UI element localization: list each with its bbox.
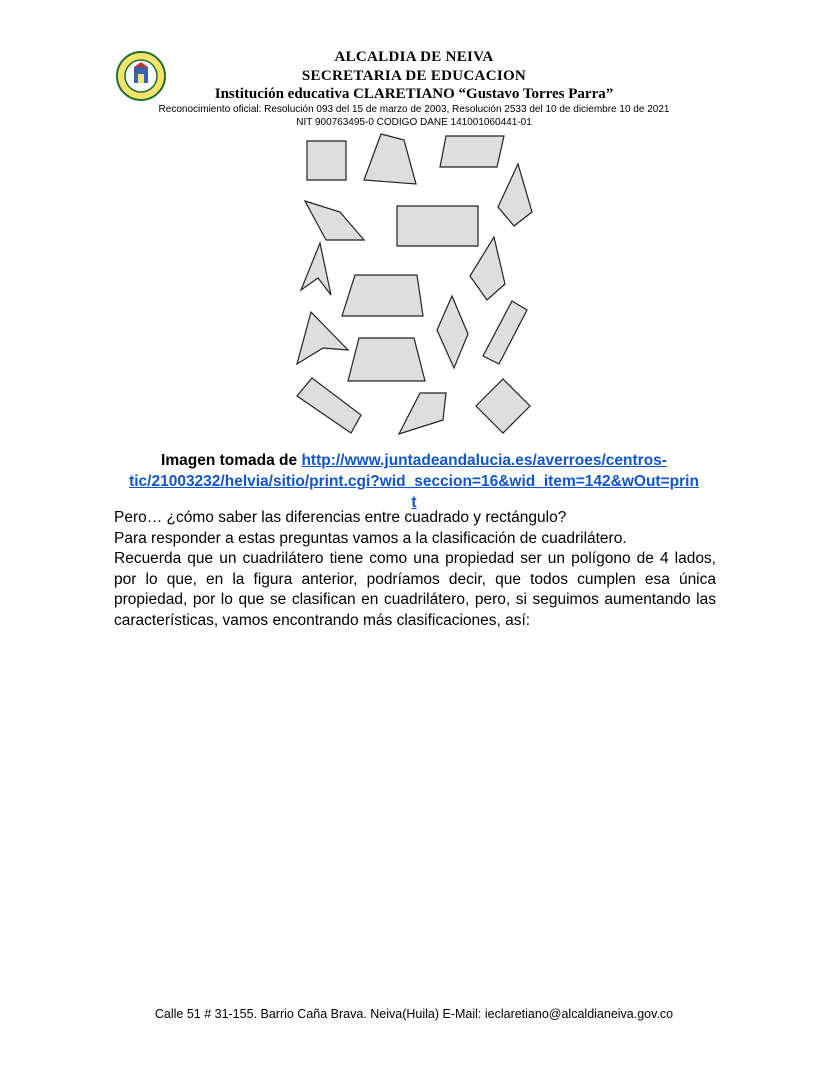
parallelogram-shape [440, 136, 504, 167]
quadrilaterals-figure [295, 130, 540, 440]
rhombus-shape [305, 201, 364, 240]
header-institucion: Institución educativa CLARETIANO “Gustavo Torres Parra” [214, 86, 614, 102]
letterhead [100, 48, 728, 129]
square-shape [476, 379, 530, 433]
quadrilateral-shape [364, 134, 416, 184]
rectangle-shape [397, 206, 478, 246]
rhombus-shape [437, 296, 468, 368]
header-nit-dane: NIT 900763495-0 CODIGO DANE 141001060441-01 [296, 117, 532, 128]
image-source-caption [112, 450, 716, 513]
rectangle-shape [297, 378, 361, 433]
body-text [114, 508, 716, 631]
rectangle-shape [483, 301, 527, 364]
header-alcaldia: ALCALDIA DE NEIVA [334, 49, 494, 65]
parallelogram-shape [342, 275, 423, 316]
caption-prefix: Imagen tomada de [161, 452, 302, 469]
header-reconocimiento: Reconocimiento oficial: Resolución 093 del 15 de marzo de 2003, Resolución 2533 del 10 de diciembre 10 de 2021 [158, 104, 670, 115]
paragraph-question: Pero… ¿cómo saber las diferencias entre cuadrado y rectángulo? [114, 509, 567, 526]
square-shape [307, 141, 346, 180]
trapezoid-shape [348, 338, 425, 381]
dart-shape [301, 243, 331, 295]
kite-shape [498, 164, 532, 226]
paragraph-explanation: Recuerda que un cuadrilátero tiene como una propiedad ser un polígono de 4 lados, por lo que, en la figura anterior, podríamos decir, que todos cumplen esa única propiedad, por lo que se clasifican en cuadrilátero, pero, si seguimos aumentando las características, vamos encontrando más clasificaciones, así: [114, 550, 716, 629]
page-footer: Calle 51 # 31-155. Barrio Caña Brava. Neiva(Huila) E-Mail: ieclaretiano@alcaldianeiva.gov.co [154, 1007, 674, 1021]
quadrilateral-shape [399, 393, 446, 434]
paragraph-intro: Para responder a estas preguntas vamos a la clasificación de cuadrilátero. [114, 529, 627, 547]
dart-shape [297, 312, 348, 364]
header-secretaria: SECRETARIA DE EDUCACION [301, 68, 527, 84]
source-link[interactable]: http://www.juntadeandalucia.es/averroes/centros- tic/21003232/helvia/sitio/print.cgi?wid_seccion=16&wid_item=142&wOut=prin t [129, 452, 699, 511]
